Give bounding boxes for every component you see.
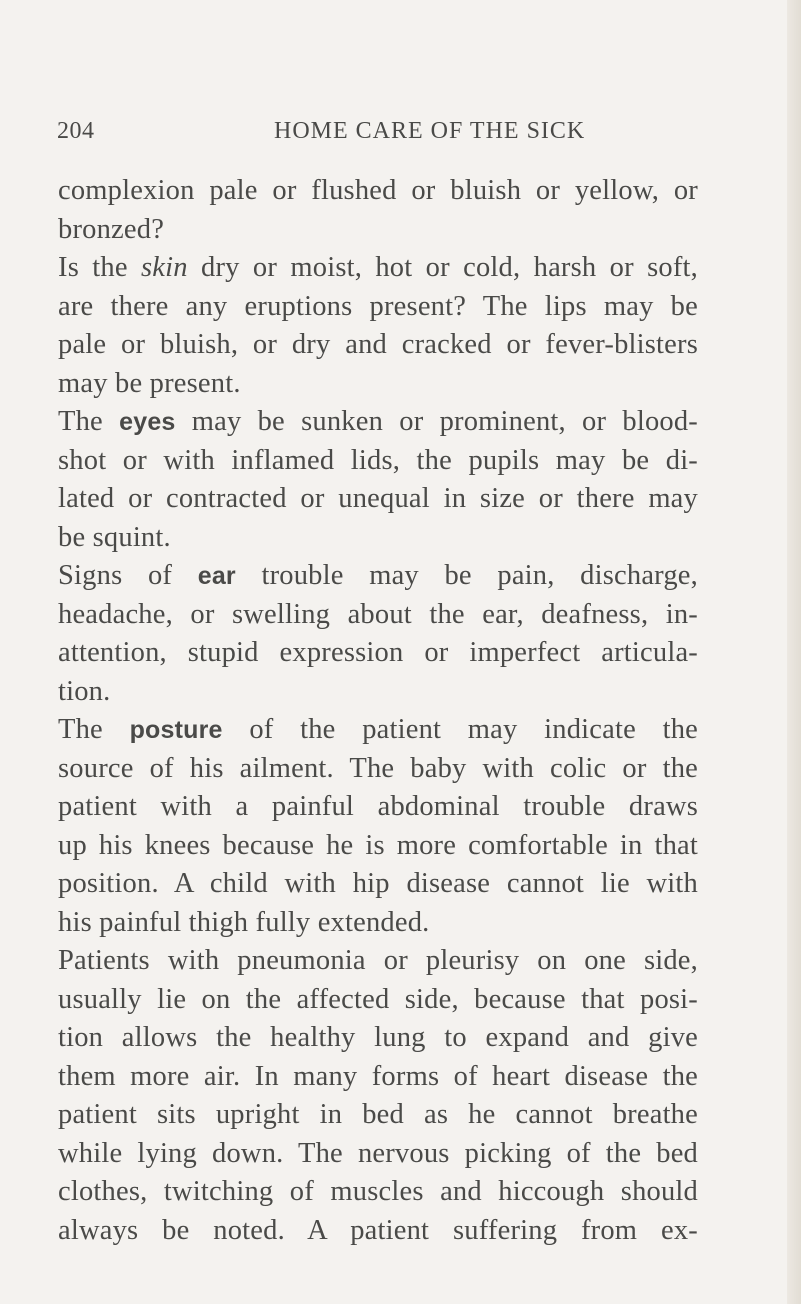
- text-line: bronzed?: [58, 213, 165, 245]
- emphasis-skin: skin: [141, 252, 188, 283]
- text-run: The: [58, 714, 130, 745]
- text-run: Signs of: [58, 560, 198, 591]
- text-line: always be noted. A patient suffering from ex-: [58, 1214, 698, 1246]
- text-line: Patients with pneumonia or pleurisy on one side,: [58, 945, 698, 976]
- text-line: source of his ailment. The baby with colic or the: [58, 752, 698, 784]
- running-head: HOME CARE OF THE SICK: [274, 118, 586, 144]
- text-run: of the patient may indicate the: [222, 714, 699, 745]
- text-line: are there any eruptions present? The lips may be: [58, 290, 698, 322]
- text-line: attention, stupid expression or imperfect articula-: [58, 637, 698, 668]
- text-line: be squint.: [58, 521, 171, 553]
- text-line: patient sits upright in bed as he cannot breathe: [58, 1099, 698, 1130]
- text-line: them more air. In many forms of heart disease the: [58, 1060, 698, 1092]
- text-line: [58, 557, 698, 596]
- text-line: patient with a painful abdominal trouble draws: [58, 791, 698, 822]
- text-line: may be present.: [58, 367, 241, 399]
- keyword-eyes: eyes: [119, 408, 176, 436]
- text-run: trouble may be pain, discharge,: [235, 560, 698, 591]
- text-run: dry or moist, hot or cold, harsh or soft,: [187, 252, 698, 283]
- page-edge: [787, 0, 801, 1304]
- paragraph-ear: [58, 557, 698, 711]
- text-line: [58, 249, 698, 288]
- text-run: may be sunken or prominent, or blood-: [175, 406, 698, 437]
- page-header: [57, 118, 697, 154]
- page-number: 204: [57, 118, 95, 144]
- text-line: shot or with inflamed lids, the pupils may be di-: [58, 444, 698, 476]
- text-line: usually lie on the affected side, because that posi-: [58, 983, 698, 1015]
- text-line: pale or bluish, or dry and cracked or fever-blisters: [58, 329, 698, 360]
- keyword-ear: ear: [197, 562, 236, 590]
- text-run: Is the: [58, 252, 142, 283]
- text-line: headache, or swelling about the ear, deafness, in-: [58, 598, 698, 630]
- text-line: complexion pale or flushed or bluish or yellow, or: [58, 175, 698, 206]
- paragraph-pneumonia: [58, 942, 698, 1250]
- paragraph-posture: [58, 711, 698, 942]
- paragraph-skin: [58, 249, 698, 403]
- body-text: [58, 172, 698, 1250]
- text-line: lated or contracted or unequal in size or there may: [58, 483, 698, 514]
- text-line: tion allows the healthy lung to expand and give: [58, 1022, 698, 1053]
- text-line: his painful thigh fully extended.: [58, 906, 430, 938]
- paragraph-complexion: [58, 172, 698, 249]
- text-line: [58, 403, 698, 442]
- keyword-posture: posture: [129, 716, 223, 744]
- text-line: clothes, twitching of muscles and hiccough should: [58, 1176, 698, 1207]
- text-line: [58, 711, 698, 750]
- text-line: tion.: [58, 675, 111, 707]
- text-line: up his knees because he is more comfortable in that: [58, 829, 698, 861]
- paragraph-eyes: [58, 403, 698, 557]
- text-line: while lying down. The nervous picking of the bed: [58, 1137, 698, 1169]
- text-run: The: [58, 406, 120, 437]
- text-line: position. A child with hip disease cannot lie with: [58, 868, 698, 899]
